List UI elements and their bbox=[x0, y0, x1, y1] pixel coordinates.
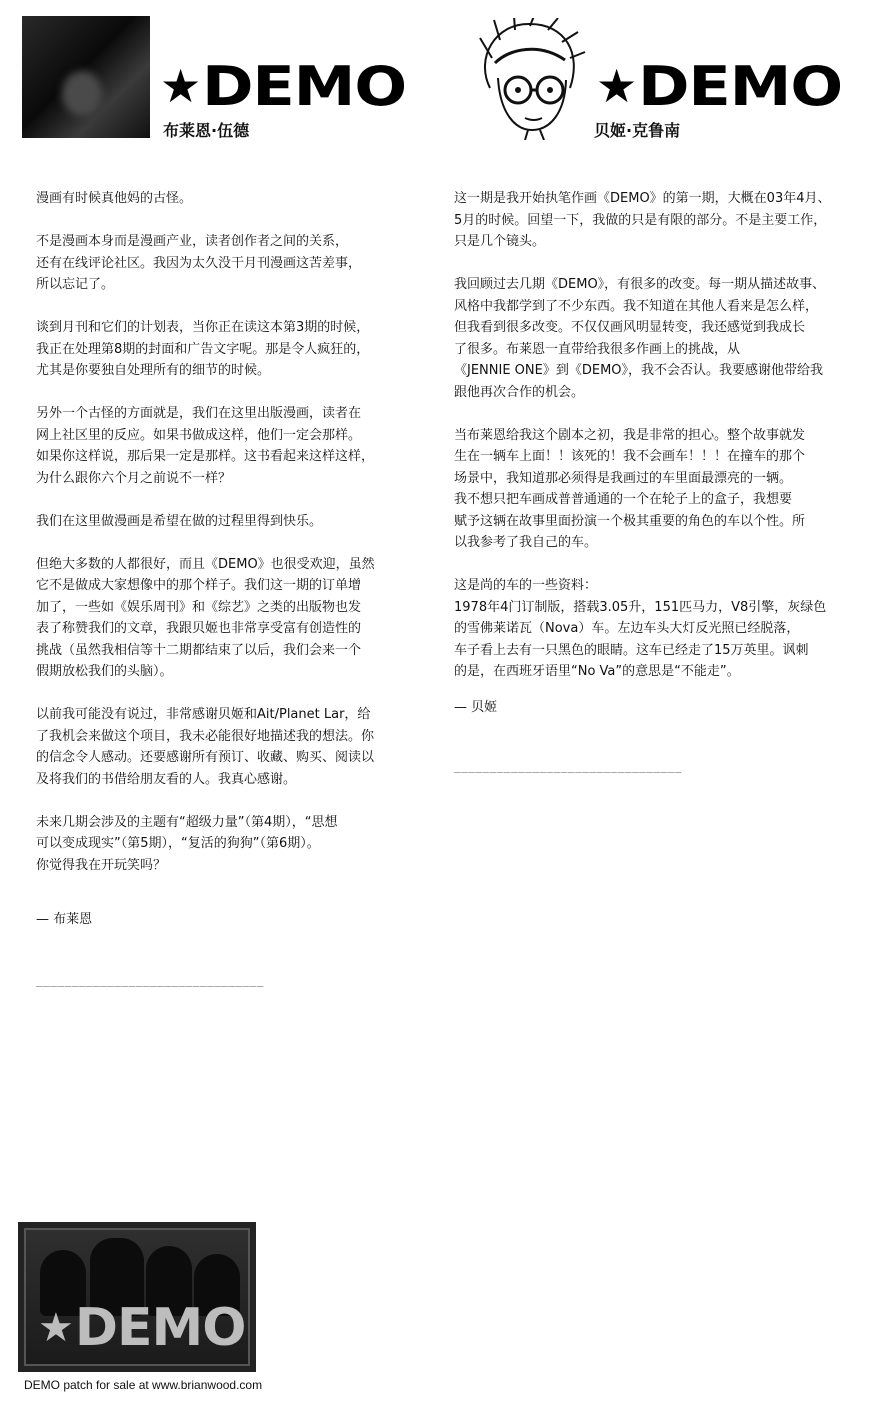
paragraph: 这一期是我开始执笔作画《DEMO》的第一期，大概在03年4月、 5月的时候。回望一下，我做的只是有限的部分。不是主要工作， 只是几个镜头。 bbox=[454, 191, 831, 249]
left-column-text bbox=[36, 188, 416, 898]
paragraph: 以前我可能没有说过，非常感谢贝姬和Ait/Planet Lar，给 了我机会来做这个项目，我未必能很好地描述我的想法。你 的信念令人感动。还要感谢所有预订、收藏、购买、阅读以 及将我们的书借给朋友看的人。我真心感谢。 bbox=[36, 707, 375, 787]
demo-logo-left bbox=[160, 54, 407, 118]
paragraph: 漫画有时候真他妈的古怪。 bbox=[36, 191, 193, 206]
star-icon: ★ bbox=[596, 59, 637, 113]
author-name-left: 布莱恩·伍德 bbox=[163, 121, 250, 140]
divider-left: ________________________________ bbox=[36, 974, 264, 987]
divider-right: ________________________________ bbox=[454, 760, 682, 773]
logo-word: DEMO bbox=[638, 54, 843, 118]
author-name-right: 贝姬·克鲁南 bbox=[594, 121, 681, 140]
paragraph: 另外一个古怪的方面就是，我们在这里出版漫画，读者在 网上社区里的反应。如果书做成这样，他们一定会那样。 如果你这样说，那后果一定是那样。这书看起来这样这样， 为什么跟你六个月之前说不一样？ bbox=[36, 406, 375, 486]
demo-patch-image bbox=[18, 1222, 256, 1372]
star-icon: ★ bbox=[38, 1305, 73, 1351]
signature-right: — 贝姬 bbox=[454, 700, 498, 715]
paragraph: 当布莱恩给我这个剧本之初，我是非常的担心。整个故事就发 生在一辆车上面！！该死的！我不会画车！！！在撞车的那个 场景中，我知道那必须得是我画过的车里面最漂亮的一辆。 我不想只把车画成普普通通的一个在轮子上的盒子，我想要 赋予这辆在故事里面扮演一个极其重要的角色的车以个性。所 以我参考了我自己的车。 bbox=[454, 427, 806, 550]
patch-caption: DEMO patch for sale at www.brianwood.com bbox=[24, 1378, 263, 1392]
signature-left: — 布莱恩 bbox=[36, 912, 93, 927]
right-column-text bbox=[454, 188, 849, 704]
star-icon: ★ bbox=[160, 59, 201, 113]
paragraph: 我们在这里做漫画是希望在做的过程里得到快乐。 bbox=[36, 513, 323, 529]
logo-word: DEMO bbox=[202, 54, 407, 118]
paragraph: 但绝大多数的人都很好，而且《DEMO》也很受欢迎，虽然 它不是做成大家想像中的那个样子。我们这一期的订单增 加了，一些如《娱乐周刊》和《综艺》之类的出版物也发 表了称赞我们的文章，我跟贝姬也非常享受富有创造性的 挑战（虽然我相信等十二期都结束了以后，我们会来一个 假期放松我们的头脑）。 bbox=[36, 556, 375, 679]
patch-logo: ★ DEMO bbox=[38, 1298, 246, 1358]
demo-logo-right bbox=[596, 54, 843, 118]
paragraph: 不是漫画本身而是漫画产业，读者创作者之间的关系， 还有在线评论社区。我因为太久没干月刊漫画这苦差事， 所以忘记了。 bbox=[36, 234, 362, 292]
author-portrait-right bbox=[470, 18, 588, 140]
paragraph: 我回顾过去几期《DEMO》，有很多的改变。每一期从描述故事、 风格中我都学到了不少东西。我不知道在其他人看来是怎么样， 但我看到很多改变。不仅仅画风明显转变，我还感觉到我成长 了很多。布莱恩一直带给我很多作画上的挑战，从 《JENNIE ONE》到《DEMO》，我不会否认。我要感谢他带给我 跟他再次合作的机会。 bbox=[454, 277, 826, 400]
author-photo-left bbox=[22, 16, 150, 138]
paragraph: 未来几期会涉及的主题有“超级力量”（第4期），“思想 可以变成现实”（第5期），“复活的狗狗”（第6期）。 你觉得我在开玩笑吗？ bbox=[36, 814, 338, 873]
paragraph: 谈到月刊和它们的计划表，当你正在读这本第3期的时候， 我正在处理第8期的封面和广告文字呢。那是令人疯狂的， 尤其是你要独自处理所有的细节的时候。 bbox=[36, 320, 370, 378]
paragraph: 这是尚的车的一些资料： 1978年4门订制版，搭载3.05升，151匹马力，V8引擎，灰绿色 的雪佛莱诺瓦（Nova）车。左边车头大灯反光照已经脱落， 车子看上去有一只黑色的眼睛。这车已经走了15万英里。讽刺 的是，在西班牙语里“No Va”的意思是“不能走”。 bbox=[454, 578, 827, 679]
